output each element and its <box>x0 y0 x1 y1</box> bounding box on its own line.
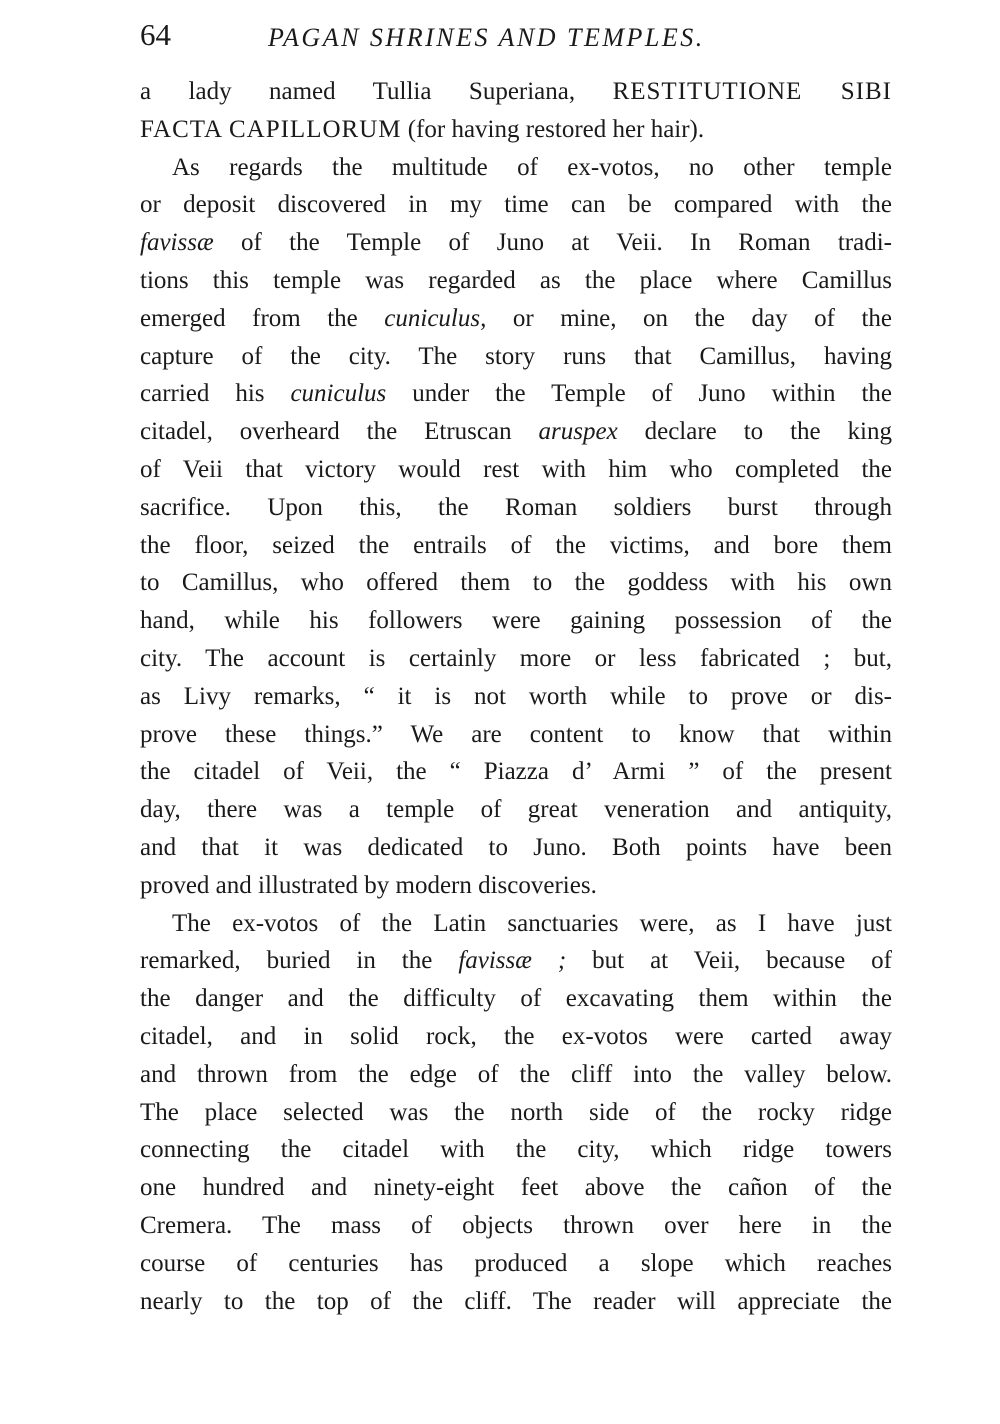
text-line: and that it was dedicated to Juno. Both points have been <box>140 833 892 861</box>
page-number: 64 <box>140 17 171 52</box>
text-line: the danger and the difficulty of excavating them within the <box>140 985 892 1013</box>
text-line: and thrown from the edge of the cliff into the valley below. <box>140 1060 892 1088</box>
text-line: FACTA CAPILLORUM (for having restored her hair). <box>140 115 705 143</box>
text-line: emerged from the cuniculus, or mine, on the day of the <box>140 304 892 332</box>
text-line: as Livy remarks, “ it is not worth while to prove or dis- <box>140 682 892 710</box>
text-line: hand, while his followers were gaining possession of the <box>140 607 892 635</box>
text-line: remarked, buried in the favissæ ; but at Veii, because of <box>140 947 892 975</box>
text-line: one hundred and ninety-eight feet above the cañon of the <box>140 1174 892 1202</box>
text-line: citadel, overheard the Etruscan aruspex declare to the king <box>140 418 892 446</box>
text-line: city. The account is certainly more or less fabricated ; but, <box>140 644 892 672</box>
text-line: course of centuries has produced a slope which reaches <box>140 1249 892 1277</box>
text-line: carried his cuniculus under the Temple of Juno within the <box>140 380 893 408</box>
text-line: capture of the city. The story runs that Camillus, having <box>140 342 892 370</box>
text-line: the floor, seized the entrails of the victims, and bore them <box>140 531 892 559</box>
text-line: sacrifice. Upon this, the Roman soldiers burst through <box>140 493 892 521</box>
text-line: The place selected was the north side of the rocky ridge <box>140 1098 892 1126</box>
text-line: favissæ of the Temple of Juno at Veii. In Roman tradi- <box>140 229 892 257</box>
text-line: connecting the citadel with the city, which ridge towers <box>140 1136 892 1164</box>
text-line: to Camillus, who offered them to the goddess with his own <box>140 569 892 597</box>
text-line: or deposit discovered in my time can be compared with the <box>140 191 892 219</box>
body-text <box>140 73 892 1320</box>
text-line: day, there was a temple of great veneration and antiquity, <box>140 796 892 824</box>
text-line: Cremera. The mass of objects thrown over here in the <box>140 1211 892 1239</box>
page-header <box>140 14 892 58</box>
text-line: a lady named Tullia Superiana, RESTITUTIONE SIBI <box>140 78 892 105</box>
running-title: PAGAN SHRINES AND TEMPLES. <box>268 23 705 52</box>
text-line: The ex-votos of the Latin sanctuaries were, as I have just <box>172 909 892 937</box>
text-line: the citadel of Veii, the “ Piazza d’ Armi ” of the present <box>140 758 892 786</box>
text-line: citadel, and in solid rock, the ex-votos were carted away <box>140 1022 892 1050</box>
text-line: prove these things.” We are content to know that within <box>140 720 892 748</box>
text-line: of Veii that victory would rest with him who completed the <box>140 455 892 483</box>
text-line: As regards the multitude of ex-votos, no other temple <box>172 153 892 181</box>
text-line: tions this temple was regarded as the place where Camillus <box>140 266 892 294</box>
text-line: proved and illustrated by modern discoveries. <box>140 871 597 899</box>
text-line: nearly to the top of the cliff. The reader will appreciate the <box>140 1287 892 1315</box>
